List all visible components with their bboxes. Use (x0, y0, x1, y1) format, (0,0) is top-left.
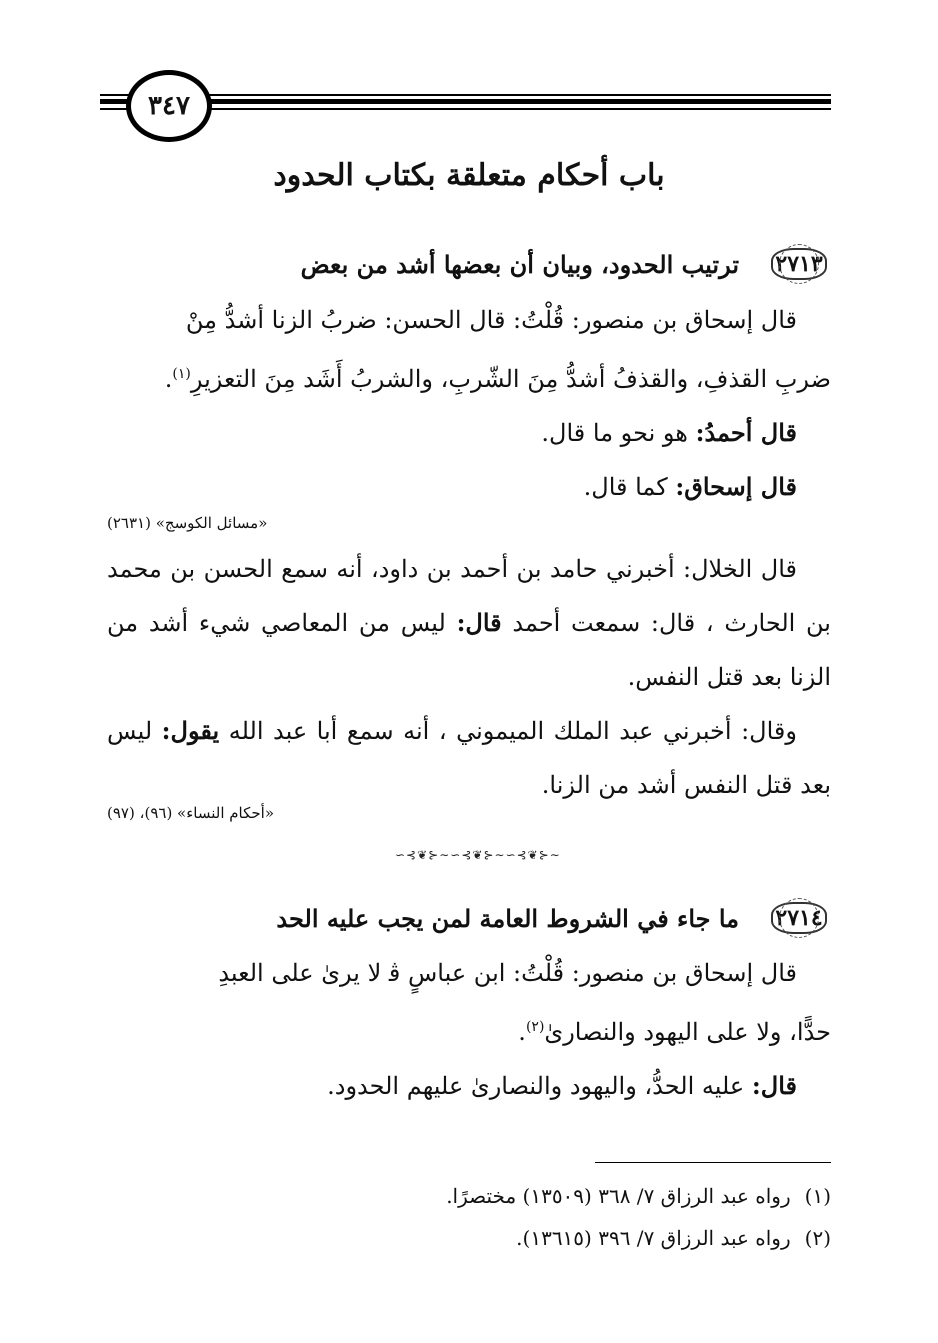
text-line: قال إسحاق بن منصور: قُلْتُ: ابن عباسٍ ﭬ لا يرىٰ على العبدِ (218, 959, 797, 987)
footnote-separator (595, 1162, 831, 1163)
footnote-number: (١) (804, 1184, 831, 1208)
text-span: حدًّا، ولا على اليهود والنصارىٰ (544, 1018, 831, 1046)
answer-text: عليه الحدُّ، واليهود والنصارىٰ عليهم الحدود. (327, 1072, 745, 1100)
text-span: ضربِ القذفِ، والقذفُ أشدُّ مِنَ الشّربِ، والشربُ أَشَد مِنَ التعزيرِ (190, 365, 831, 393)
answer-text: هو نحو ما قال. (541, 419, 688, 447)
page-number: ٣٤٧ (126, 70, 212, 142)
issue-number-badge: ٢٧١٣ (765, 244, 833, 284)
section1-question (107, 293, 831, 514)
section-divider-ornament (395, 848, 561, 862)
footnote-ref: (٢) (525, 1019, 545, 1035)
speaker-label: قال: (456, 608, 502, 637)
text-paragraph (107, 704, 831, 812)
ornament-piece: ∽⊰❦⊱∼ (395, 848, 451, 862)
text-paragraph (107, 542, 831, 704)
text-line: ضربِ القذفِ، والقذفُ أشدُّ مِنَ الشّربِ، والشربُ أَشَد مِنَ التعزيرِ$^{(١)}$. (164, 365, 831, 393)
text-line: قال إسحاق بن منصور: قُلْتُ: قال الحسن: ضربُ الزنا أشدُّ مِنْ (185, 306, 797, 334)
khallal-paragraph (107, 542, 831, 812)
source-citation: «أحكام النساء» (٩٦)، (٩٧) (107, 804, 275, 822)
footnote (446, 1184, 831, 1208)
ishaq-answer (107, 460, 831, 514)
speaker-label: قال أحمدُ: (695, 418, 797, 447)
issue-heading (301, 244, 833, 284)
text-span: ليس من المعاصي شيء أشد من الزنا بعد قتل النفس. (107, 609, 831, 691)
issue-title: ما جاء في الشروط العامة لمن يجب عليه الحد (276, 903, 739, 933)
issue-number-badge: ٢٧١٤ (765, 898, 833, 938)
ornament-piece: ∽⊰❦⊱∼ (450, 848, 506, 862)
section2-question (107, 946, 831, 1113)
issue-heading (276, 898, 833, 938)
footnote (516, 1226, 831, 1250)
ahmad-answer (107, 406, 831, 460)
footnote-text: رواه عبد الرزاق ٧/ ٣٩٦ (١٣٦١٥). (516, 1226, 791, 1250)
source-citation: «مسائل الكوسج» (٢٦٣١) (107, 514, 268, 532)
speaker-label: قال إسحاق: (675, 472, 797, 501)
answer (107, 1059, 831, 1113)
issue-title: ترتيب الحدود، وبيان أن بعضها أشد من بعض (300, 249, 739, 279)
speaker-label: يقول: (161, 716, 220, 745)
chapter-title: باب أحكام متعلقة بكتاب الحدود (273, 158, 665, 193)
speaker-label: قال: (751, 1071, 797, 1100)
ornament-piece: ∽⊰❦⊱∼ (505, 848, 561, 862)
text-span: ليس بعد قتل النفس أشد من الزنا. (107, 717, 831, 799)
text-span: قال الخلال: أخبرني حامد بن أحمد بن داود، أنه سمع الحسن بن محمد بن الحارث ، قال: سمعت أحمد (107, 555, 831, 637)
answer-text: كما قال. (583, 473, 668, 501)
footnote-number: (٢) (804, 1226, 831, 1250)
text-line: حدًّا، ولا على اليهود والنصارىٰ$^{(٢)}$. (518, 1018, 831, 1046)
footnote-text: رواه عبد الرزاق ٧/ ٣٦٨ (١٣٥٠٩) مختصرًا. (446, 1184, 791, 1208)
footnote-ref: (١) (172, 366, 191, 382)
text-span: وقال: أخبرني عبد الملك الميموني ، أنه سمع أبا عبد الله (228, 717, 797, 745)
